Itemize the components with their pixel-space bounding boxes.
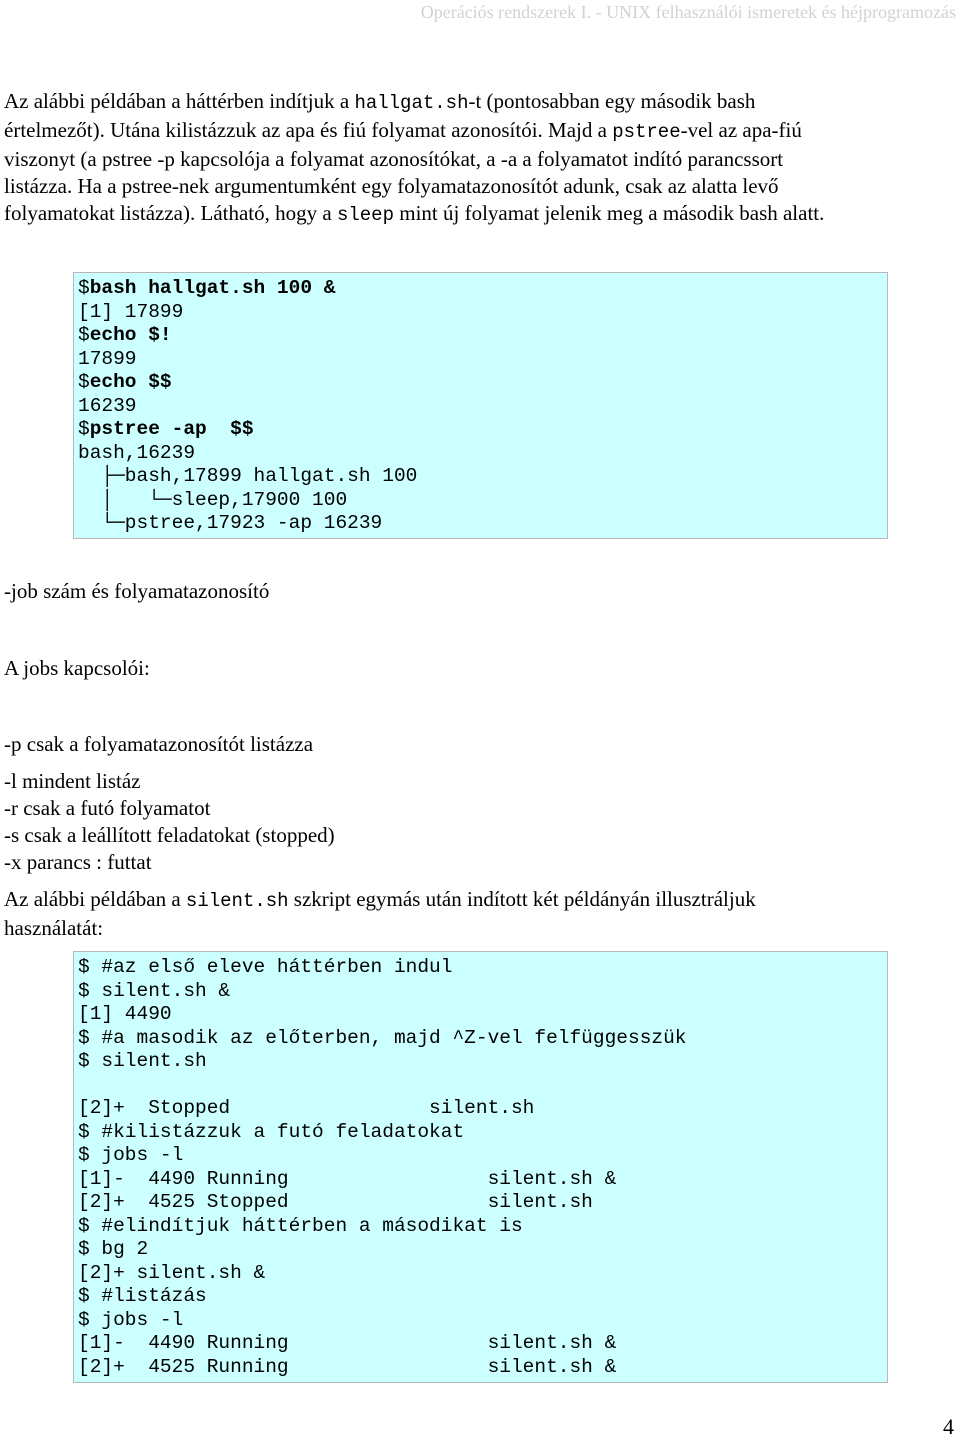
shell-prompt: $ xyxy=(78,324,90,346)
code-line: [1]- 4490 Running silent.sh & xyxy=(78,1332,617,1354)
code-line: [1]- 4490 Running silent.sh & xyxy=(78,1167,617,1190)
shell-output: [1] 17899 xyxy=(78,300,184,323)
jobs-code-block xyxy=(73,951,888,1383)
code-line: [2]+ 4525 Stopped silent.sh xyxy=(78,1191,593,1213)
pstree-code-block xyxy=(73,272,888,539)
jobs-option-p: -p csak a folyamatazonosítót listázza xyxy=(4,732,314,756)
shell-output: 17899 xyxy=(78,347,137,370)
code-line xyxy=(78,1074,883,1098)
code-line: $ silent.sh & xyxy=(78,979,231,1002)
code-line: $ jobs -l xyxy=(78,1144,184,1166)
job-description: -job szám és folyamatazonosító xyxy=(4,579,270,603)
code-line xyxy=(78,371,883,395)
code-line xyxy=(78,442,883,466)
code-line xyxy=(78,418,883,442)
silent-intro-line-2: használatát: xyxy=(4,916,104,940)
code-line: $ silent.sh xyxy=(78,1050,207,1072)
code-line xyxy=(78,348,883,372)
code-line: [2]+ Stopped silent.sh xyxy=(78,1097,535,1119)
intro-line-5: folyamatokat listázza). Látható, hogy a sleep mint új folyamat jelenik meg a második bash alatt. xyxy=(4,201,825,226)
silent-intro xyxy=(4,886,954,942)
shell-command: echo $! xyxy=(89,324,172,346)
intro-paragraph xyxy=(4,88,954,229)
silent-intro-line-1: Az alábbi példában a silent.sh szkript egymás után indított két példányán illusztráljuk xyxy=(4,887,756,912)
code-line: [2]+ 4525 Running silent.sh & xyxy=(78,1355,617,1378)
code-line xyxy=(78,512,883,536)
shell-output: bash,16239 xyxy=(78,441,196,464)
shell-command: bash hallgat.sh 100 & xyxy=(89,277,336,299)
shell-prompt: $ xyxy=(78,371,90,393)
jobs-options-list xyxy=(4,768,335,876)
code-line xyxy=(78,465,883,489)
code-line: [1] 4490 xyxy=(78,1003,172,1025)
code-line xyxy=(78,301,883,325)
code-line: $ #elindítjuk háttérben a másodikat is xyxy=(78,1214,523,1237)
shell-output: 16239 xyxy=(78,394,137,417)
running-header: Operációs rendszerek I. - UNIX felhasználói ismeretek és héjprogramozás xyxy=(420,2,956,22)
intro-line-1: Az alábbi példában a háttérben indítjuk a hallgat.sh-t (pontosabban egy második bash xyxy=(4,89,756,114)
code-line: $ #az első eleve háttérben indul xyxy=(78,956,453,978)
shell-command: pstree -ap $$ xyxy=(89,418,254,440)
code-line xyxy=(78,324,883,348)
jobs-heading: A jobs kapcsolói: xyxy=(4,656,150,680)
shell-command: echo $$ xyxy=(89,371,172,393)
code-line: $ #listázás xyxy=(78,1285,207,1307)
code-line: [2]+ silent.sh & xyxy=(78,1261,266,1284)
intro-line-2: értelmezőt). Utána kilistázzuk az apa és fiú folyamat azonosítói. Majd a pstree-vel az apa-fiú xyxy=(4,118,802,143)
intro-line-3: viszonyt (a pstree -p kapcsolója a folyamat azonosítókat, a -a a folyamatot indító parancssort xyxy=(4,147,784,171)
shell-prompt: $ xyxy=(78,418,90,440)
intro-line-4: listázza. Ha a pstree-nek argumentumként egy folyamatazonosítót adunk, csak az alatta levő xyxy=(4,174,779,198)
shell-output: │ └─sleep,17900 100 xyxy=(78,488,348,511)
code-line: $ #a masodik az előterben, majd ^Z-vel felfüggesszük xyxy=(78,1026,687,1049)
code-line: $ bg 2 xyxy=(78,1238,149,1260)
page-number: 4 xyxy=(943,1414,954,1439)
code-line xyxy=(78,489,883,513)
code-line: $ #kilistázzuk a futó feladatokat xyxy=(78,1120,465,1143)
code-line xyxy=(78,277,883,301)
shell-prompt: $ xyxy=(78,277,90,299)
shell-output: ├─bash,17899 hallgat.sh 100 xyxy=(78,465,418,487)
jobs-option-l: -l mindent listáz xyxy=(4,769,141,793)
jobs-option-s: -s csak a leállított feladatokat (stopped) xyxy=(4,823,335,847)
jobs-option-r: -r csak a futó folyamatot xyxy=(4,796,211,820)
jobs-option-x: -x parancs : futtat xyxy=(4,850,152,874)
shell-output: └─pstree,17923 -ap 16239 xyxy=(78,512,383,534)
code-line: $ jobs -l xyxy=(78,1308,184,1331)
code-line xyxy=(78,395,883,419)
